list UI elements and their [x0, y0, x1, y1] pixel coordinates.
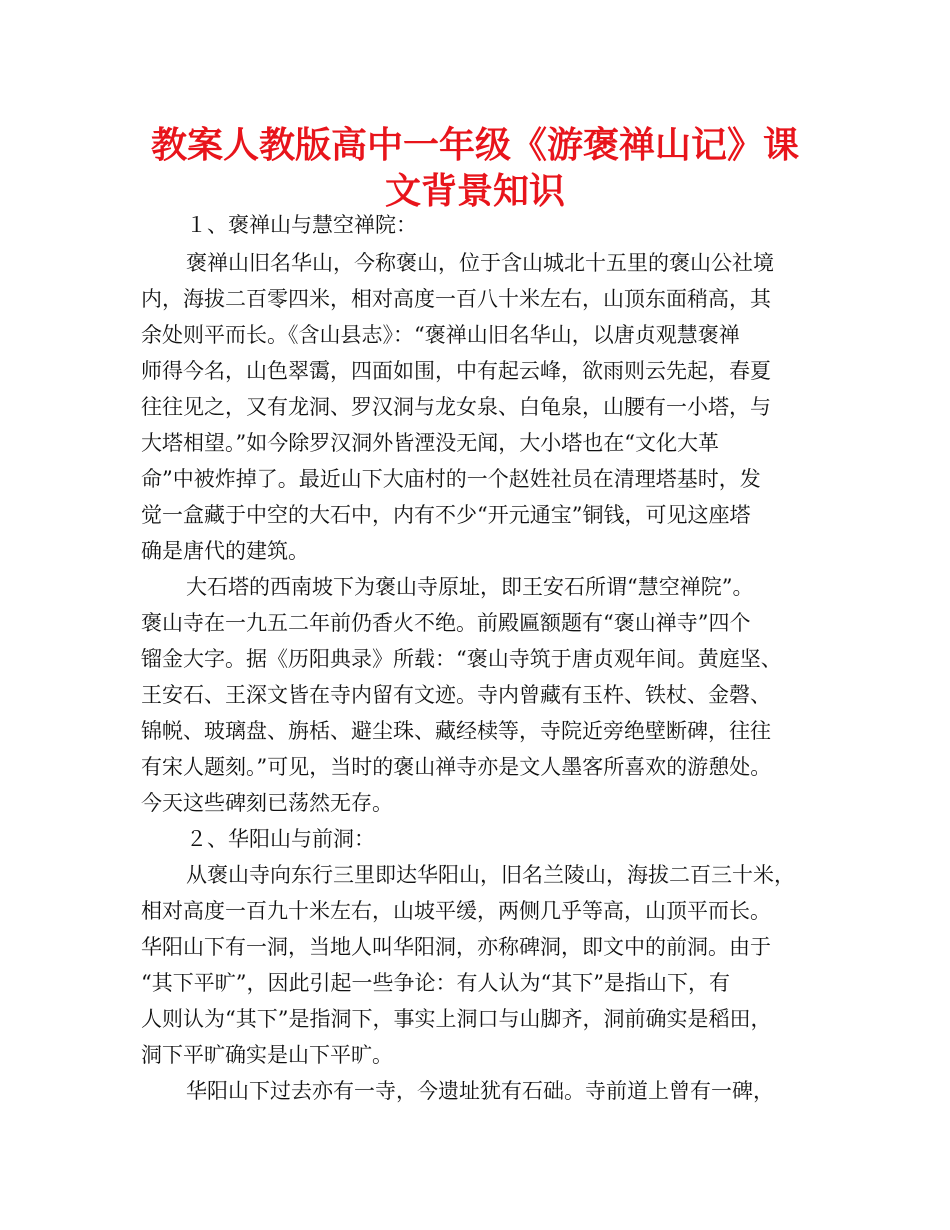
paragraph-2-line: 褒山寺在一九五二年前仍香火不绝。前殿匾额题有“褒山禅寺”四个 — [141, 611, 751, 635]
paragraph-1-line: 大塔相望。”如今除罗汉洞外皆湮没无闻，大小塔也在“文化大革 — [141, 431, 719, 455]
document-title-line-1: 教案人教版高中一年级《游褒禅山记》课 — [150, 125, 799, 166]
paragraph-2-line: 大石塔的西南坡下为褒山寺原址，即王安石所谓“慧空禅院”。 — [186, 575, 754, 599]
section-heading-1: １、褒禅山与慧空禅院： — [186, 213, 417, 237]
paragraph-2-line: 有宋人题刻。”可见，当时的褒山禅寺亦是文人墨客所喜欢的游憩处。 — [141, 755, 772, 779]
paragraph-1-line: 褒禅山旧名华山，今称褒山，位于含山城北十五里的褒山公社境 — [186, 251, 774, 275]
paragraph-1-line: 内，海拔二百零四米，相对高度一百八十米左右，山顶东面稍高，其 — [141, 287, 771, 311]
paragraph-1-line: 确是唐代的建筑。 — [141, 539, 309, 563]
document-title-line-2: 文背景知识 — [384, 171, 565, 212]
paragraph-2-line: 今天这些碑刻已荡然无存。 — [141, 791, 393, 815]
paragraph-2-line: 王安石、王深文皆在寺内留有文迹。寺内曾藏有玉杵、铁杖、金磬、 — [141, 683, 771, 707]
paragraph-3-line: 洞下平旷确实是山下平旷。 — [141, 1043, 393, 1067]
paragraph-3-line: “其下平旷”，因此引起一些争论：有人认为“其下”是指山下，有 — [141, 971, 730, 995]
paragraph-3-line: 人则认为“其下”是指洞下，事实上洞口与山脚齐，洞前确实是稻田， — [141, 1007, 772, 1031]
paragraph-4-line: 华阳山下过去亦有一寺，今遗址犹有石础。寺前道上曾有一碑， — [186, 1079, 774, 1103]
paragraph-1-line: 余处则平而长。《含山县志》：“褒禅山旧名华山，以唐贞观慧褒禅 — [141, 323, 740, 347]
paragraph-3-line: 从褒山寺向东行三里即达华阳山，旧名兰陵山，海拔二百三十米， — [186, 863, 795, 887]
paragraph-3-line: 相对高度一百九十米左右，山坡平缓，两侧几乎等高，山顶平而长。 — [141, 899, 771, 923]
paragraph-3-line: 华阳山下有一洞，当地人叫华阳洞，亦称碑洞，即文中的前洞。由于 — [141, 935, 771, 959]
paragraph-2-line: 镏金大字。据《历阳典录》所载：“褒山寺筑于唐贞观年间。黄庭坚、 — [141, 647, 782, 671]
paragraph-2-line: 锦帨、玻璃盘、旃栝、避尘珠、藏经椟等，寺院近旁绝壁断碑，往往 — [141, 719, 771, 743]
paragraph-1-line: 命”中被炸掉了。最近山下大庙村的一个赵姓社员在清理塔基时，发 — [141, 467, 761, 491]
section-heading-2: ２、华阳山与前洞： — [186, 827, 375, 851]
paragraph-1-line: 师得今名，山色翠霭，四面如围，中有起云峰，欲雨则云先起，春夏 — [141, 359, 771, 383]
paragraph-1-line: 觉一盒藏于中空的大石中，内有不少“开元通宝”铜钱，可见这座塔 — [141, 503, 751, 527]
paragraph-1-line: 往往见之，又有龙洞、罗汉洞与龙女泉、白龟泉，山腰有一小塔，与 — [141, 395, 771, 419]
